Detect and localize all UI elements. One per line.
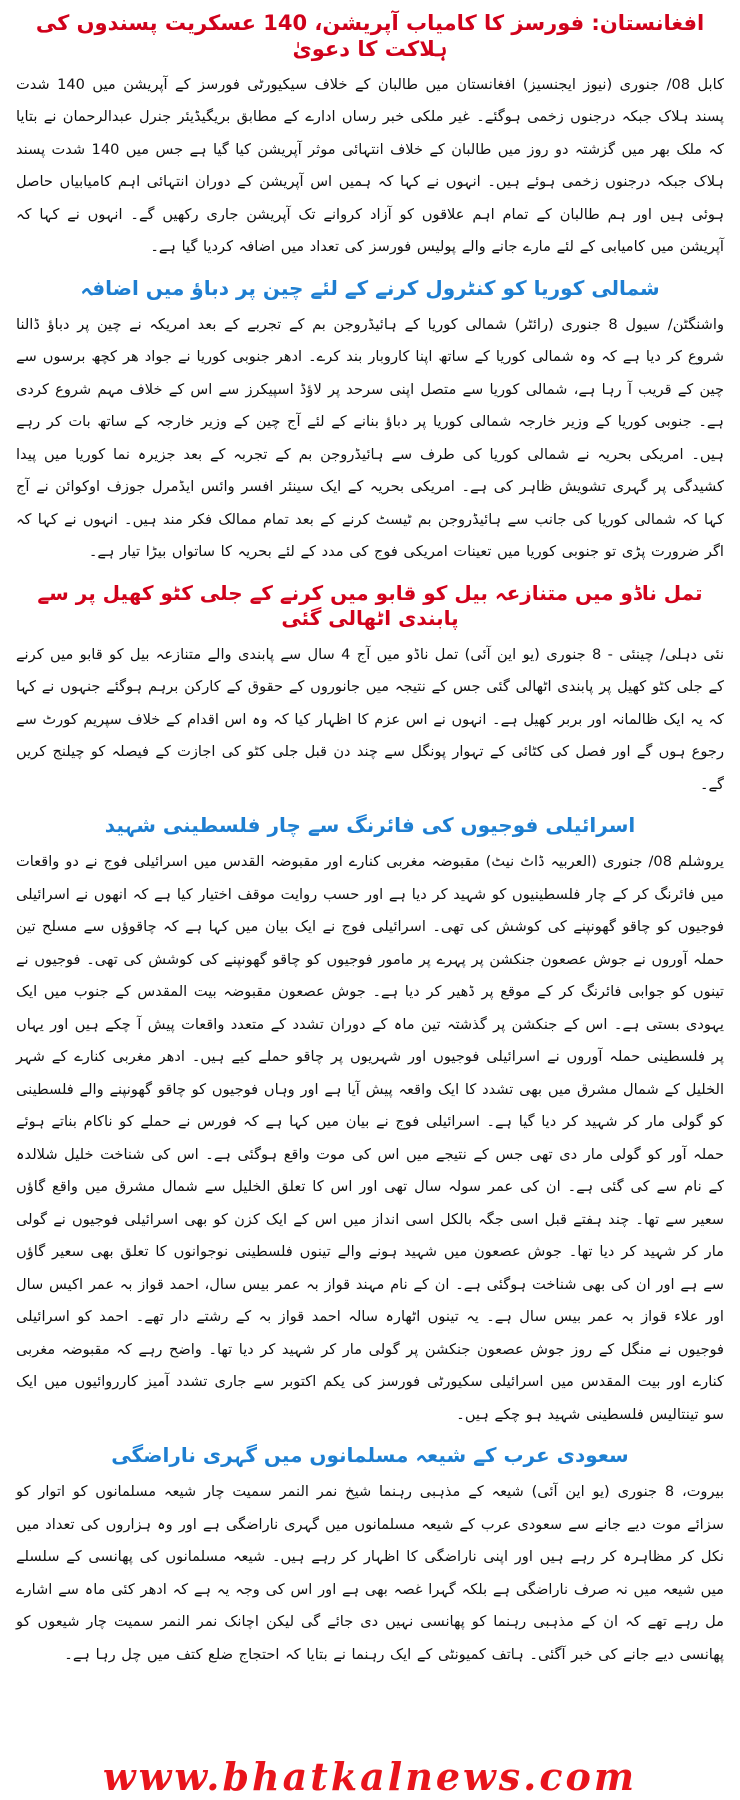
article-1-headline: افغانستان: فورسز کا کامیاب آپریشن، 140 عسکریت پسندوں کی ہلاکت کا دعویٰ	[35, 11, 705, 62]
article-4-headline: اسرائیلی فوجیوں کی فائرنگ سے چار فلسطینی شہید	[104, 813, 636, 837]
article-1-body: کابل 08/ جنوری (نیوز ایجنسیز) افغانستان میں طالبان کے خلاف سیکیورٹی فورسز کے آپریشن میں 140 شدت پسند ہلاک جبکہ درجنوں زخمی ہوگئے۔ غیر ملکی خبر رساں ادارے کے مطابق بریگیڈیئر جنرل عبدالرحمان نے بتایا کہ ملک بھر میں گزشتہ دو روز میں طالبان کے خلاف انتہائی موثر آپریشن کیا گیا ہے جس میں 140 شدت پسند ہلاک جبکہ درجنوں زخمی ہوئے ہیں۔ انہوں نے کہا کہ ہمیں اس آپریشن کے دوران انتہائی اہم کامیابیاں حاصل ہوئی ہیں اور ہم طالبان کے تمام اہم علاقوں کو آزاد کروانے تک آپریشن جاری رکھیں گے۔ انہوں نے کہا کہ آپریشن میں کامیابی کے لئے مارے جانے والے پولیس فورسز کی تعداد میں اضافہ کردیا گیا ہے۔	[16, 75, 724, 255]
article-4-body: یروشلم 08/ جنوری (العربیہ ڈاٹ نیٹ) مقبوضہ مغربی کنارے اور مقبوضہ القدس میں اسرائیلی فوج نے دو واقعات میں فائرنگ کر کے چار فلسطینیوں کو شہید کر دیا ہے اور حسب روایت موقف اختیار کیا ہے کہ انھوں نے اسرائیلی فوجیوں کو چاقو گھونپنے کی کوشش کی تھی۔ اسرائیلی فوج نے ایک بیان میں کہا ہے کہ چاقوؤں سے مسلح تین حملہ آوروں نے جوش عصعون جنکشن پر پہرے پر مامور فوجیوں کو چاقو گھونپنے کی کوشش کی تھی۔ فوجیوں نے تینوں کو جوابی فائرنگ کر کے موقع پر ڈھیر کر دیا ہے۔ جوش عصعون مقبوضہ بیت المقدس کے جنوب میں ایک یہودی بستی ہے۔ اس کے جنکشن پر گذشتہ تین ماہ کے دوران تشدد کے متعدد واقعات پیش آ چکے ہیں اور یہاں پر فلسطینی حملہ آوروں نے اسرائیلی فوجیوں اور شہریوں پر چاقو حملے کیے ہیں۔ ادھر مغربی کنارے کے شہر الخلیل کے شمال مشرق میں بھی تشدد کا ایک واقعہ پیش آیا ہے اور وہاں فوجیوں کو چاقو گھونپنے والے فلسطینی کو گولی مار کر شہید کر دیا گیا ہے۔ اسرائیلی فوج نے بیان میں کہا ہے کہ فورس نے حملے کو ناکام بناتے ہوئے حملہ آور کو گولی مار دی تھی جس کے نتیجے میں اس کی موت واقع ہوگئی ہے۔ اس کی شناخت خلیل شلالدہ کے نام سے کی گئی ہے۔ ان کی عمر سولہ سال تھی اور اس کا تعلق الخلیل سے شمال مشرق میں واقع گاؤں سعیر سے تھا۔ چند ہفتے قبل اسی جگہ بالکل اسی انداز میں اس کے ایک کزن کو بھی اسرائیلی فوجیوں نے گولی مار کر شہید کر دیا تھا۔ جوش عصعون میں شہید ہونے والے تینوں فلسطینی نوجوانوں کا تعلق بھی سعیر گاؤں سے ہے اور ان کی بھی شناخت ہوگئی ہے۔ ان کے نام مہند قواز بہ عمر بیس سال، احمد قواز بہ عمر اکیس سال اور علاء قواز بہ عمر بیس سال ہے۔ یہ تینوں اٹھارہ سالہ احمد قواز بہ کے رشتے دار تھے۔ احمد کو اسرائیلی فوجیوں نے منگل کے روز جوش عصعون جنکشن پر گولی مار کر شہید کر دیا تھا۔ واضح رہے کہ مقبوضہ مغربی کنارے اور بیت المقدس میں اسرائیلی سکیورٹی فورسز کی یکم اکتوبر سے جاری تشدد آمیز کارروائیوں میں ایک سو تینتالیس فلسطینی شہید ہو چکے ہیں۔	[16, 853, 724, 1423]
article-3-body: نئی دہلی/ چینئی - 8 جنوری (یو این آئی) تمل ناڈو میں آج 4 سال سے پابندی والے متنازعہ بیل کو قابو میں کرنے کے جلی کٹو کھیل پر پابندی اٹھالی گئی جس کے نتیجہ میں جانوروں کے حقوق کے کارکن برہم ہوگئے جنہوں نے کہا کہ یہ ایک ظالمانہ اور بربر کھیل ہے۔ انہوں نے اس عزم کا اظہار کیا کہ وہ اس اقدام کے خلاف سپریم کورٹ سے رجوع ہوں گے اور فصل کی کٹائی کے تہوار پونگل سے چند دن قبل جلی کٹو کی اجازت کے فیصلہ کو چیلنج کریں گے۔	[16, 645, 725, 793]
article-3-headline: تمل ناڈو میں متنازعہ بیل کو قابو میں کرنے کے جلی کٹو کھیل پر سے پابندی اٹھالی گئی	[37, 580, 703, 630]
article-2-body: واشنگٹن/ سیول 8 جنوری (رائٹر) شمالی کوریا کے ہائیڈروجن بم کے تجربے کے بعد امریکہ نے چین پر دباؤ ڈالنا شروع کر دیا ہے کہ وہ شمالی کوریا کے ساتھ اپنا کاروبار بند کرے۔ ادھر جنوبی کوریا نے جواد ھر کچھ برسوں سے چین کے قریب آ رہا ہے، شمالی کوریا سے متصل اپنی سرحد پر لاؤڈ اسپیکرز سے اس کے خلاف مہم شروع کردی ہے۔ جنوبی کوریا کے وزیر خارجہ شمالی کوریا پر دباؤ بنانے کے لئے آج چین کے وزیر خارجہ کے ساتھ بات کر رہے ہیں۔ امریکی بحریہ نے شمالی کوریا کی طرف سے ہائیڈروجن بم کے تجربہ کے بعد جزیرہ نما کوریا میں پیدا کشیدگی پر گہری تشویش ظاہر کی ہے۔ امریکی بحریہ کے ایک سینئر افسر وائس ایڈمرل جوزف اوکوائن نے آج کہا کہ شمالی کوریا کی جانب سے ہائیڈروجن بم ٹیسٹ کرنے کے بعد تمام ممالک فکر مند ہیں۔ انہوں نے کہا کہ اگر ضرورت پڑی تو جنوبی کوریا میں تعینات امریکی فوج کی مدد کے لئے بحریہ کا ساتواں بیڑا تیار ہے۔	[16, 315, 725, 560]
article-5-body: بیروت، 8 جنوری (یو این آئی) شیعہ کے مذہبی رہنما شیخ نمر النمر سمیت چار شیعہ مسلمانوں کو اتوار کو سزائے موت دیے جانے سے سعودی عرب کے شیعہ مسلمانوں میں گہری ناراضگی ہے اور وہ ہزاروں کی تعداد میں نکل کر مظاہرہ کر رہے ہیں اور اپنی ناراضگی کا اظہار کر رہے ہیں۔ شیعہ مسلمانوں کی پھانسی کے سلسلے میں شیعہ میں نہ صرف ناراضگی ہے بلکہ گہرا غصہ بھی ہے اور اس کی وجہ یہ ہے کہ ادھر کئی ماہ سے اشارے مل رہے تھے کہ ان کے مذہبی رہنما کو پھانسی نہیں دی جائے گی لیکن اچانک نمر النمر سمیت چار شیعوں کو پھانسی دیے جانے کی خبر آگئی۔ ہاتف کمیونٹی کے ایک رہنما نے بتایا کہ احتجاج ضلع کتف میں چل رہا ہے۔	[16, 1483, 725, 1663]
article-5-headline: سعودی عرب کے شیعہ مسلمانوں میں گہری ناراضگی	[111, 1443, 629, 1467]
article-2-headline: شمالی کوریا کو کنٹرول کرنے کے لئے چین پر دباؤ میں اضافہ	[80, 275, 660, 300]
site-watermark: www.bhatkalnews.com	[102, 1754, 638, 1799]
